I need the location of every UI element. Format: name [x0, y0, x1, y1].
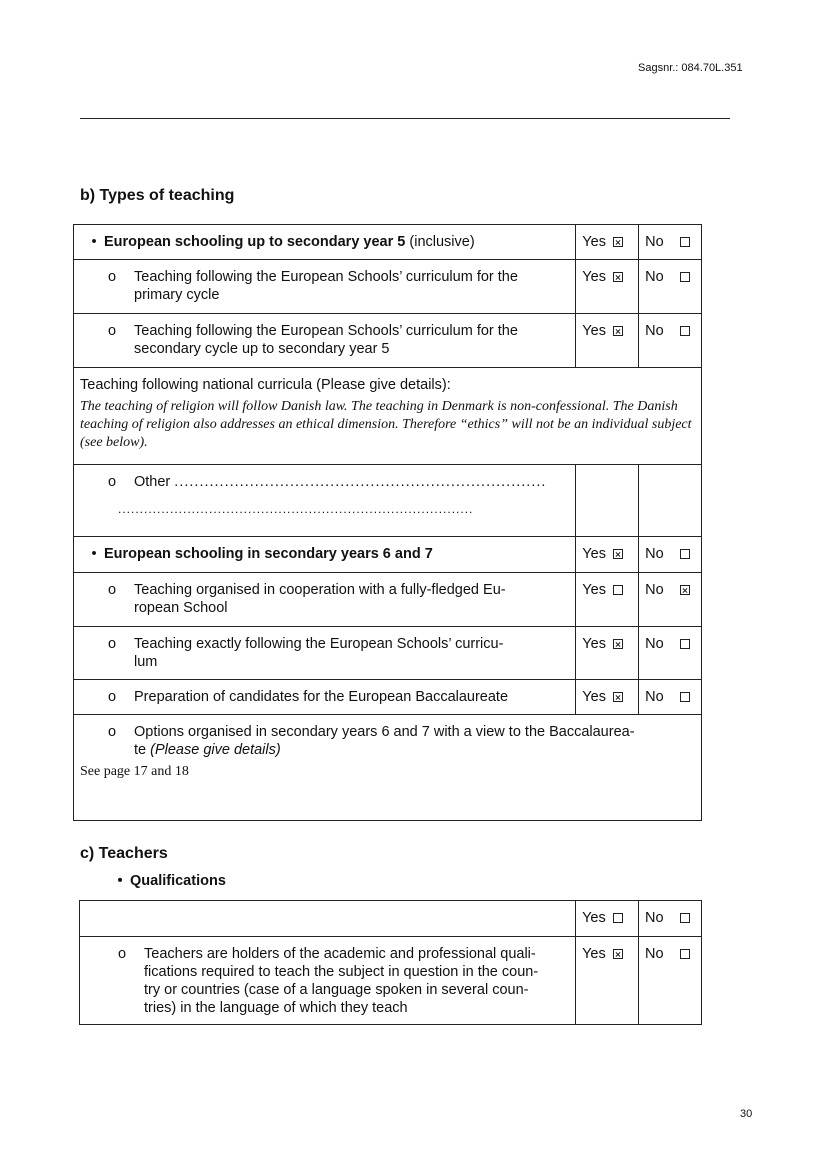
row-text-line-1: Teaching following the European Schools’ curriculum for the: [134, 269, 518, 285]
circle-bullet-icon: o: [108, 582, 117, 598]
row-text-line-1: Teachers are holders of the academic and professional quali-: [144, 946, 536, 962]
yes-label: Yes: [582, 946, 606, 962]
other-fill-line-2: ..................................................................................: [118, 502, 474, 516]
yes-checkbox[interactable]: [613, 326, 623, 336]
no-label: No: [645, 234, 664, 250]
table-row: [74, 260, 702, 314]
row-text-line-1: Teaching following the European Schools’ curriculum for the: [134, 323, 518, 339]
no-label: No: [645, 269, 664, 285]
no-checkbox[interactable]: [680, 692, 690, 702]
no-checkbox[interactable]: [680, 585, 690, 595]
page-number: 30: [740, 1108, 753, 1120]
row-label: European schooling up to secondary year 5: [104, 234, 406, 250]
yes-label: Yes: [582, 234, 606, 250]
table-row: [74, 314, 702, 368]
row-text-line-1: Teaching organised in cooperation with a fully-fledged Eu-: [134, 582, 506, 598]
circle-bullet-icon: o: [108, 724, 117, 740]
no-label: No: [645, 910, 664, 926]
qualifications-label: Qualifications: [130, 873, 226, 889]
national-curricula-label: Teaching following national curricula (Please give details):: [80, 377, 451, 393]
yes-checkbox[interactable]: [613, 913, 623, 923]
yes-checkbox[interactable]: [613, 272, 623, 282]
table-row: [80, 901, 702, 937]
yes-checkbox[interactable]: [613, 692, 623, 702]
qualifications-heading: [110, 873, 226, 889]
yes-label: Yes: [582, 582, 606, 598]
other-fill-line: ..........................................................................: [174, 474, 547, 490]
row-text-line-4: tries) in the language of which they teach: [144, 1000, 408, 1016]
table-row: [80, 937, 702, 1025]
row-text-line-1: Teaching exactly following the European Schools’ curricu-: [134, 636, 504, 652]
bullet-icon: •: [91, 546, 97, 562]
table-row: [74, 715, 702, 821]
no-label: No: [645, 946, 664, 962]
row-text-line-2: te: [134, 742, 151, 758]
yes-label: Yes: [582, 323, 606, 339]
section-c-title: c) Teachers: [80, 845, 168, 862]
table-row: [74, 368, 702, 465]
yes-checkbox[interactable]: [613, 639, 623, 649]
options-note: See page 17 and 18: [80, 764, 189, 779]
no-label: No: [645, 689, 664, 705]
circle-bullet-icon: o: [118, 946, 127, 962]
teachers-table: [79, 900, 702, 1025]
table-row: [74, 680, 702, 715]
types-of-teaching-table: [73, 224, 702, 821]
yes-checkbox[interactable]: [613, 949, 623, 959]
row-text-line-2: primary cycle: [134, 287, 220, 303]
row-text-line-1: Options organised in secondary years 6 and 7 with a view to the Baccalaurea-: [134, 724, 635, 740]
table-row: [74, 465, 702, 537]
row-text-line-2: secondary cycle up to secondary year 5: [134, 341, 390, 357]
no-checkbox[interactable]: [680, 326, 690, 336]
yes-label: Yes: [582, 689, 606, 705]
circle-bullet-icon: o: [108, 689, 117, 705]
no-checkbox[interactable]: [680, 272, 690, 282]
circle-bullet-icon: o: [108, 323, 117, 339]
row-text-line-2: ropean School: [134, 600, 228, 616]
no-checkbox[interactable]: [680, 639, 690, 649]
circle-bullet-icon: o: [108, 636, 117, 652]
circle-bullet-icon: o: [108, 474, 117, 490]
section-b-title: b) Types of teaching: [80, 187, 235, 204]
table-row: [74, 225, 702, 260]
national-curricula-details: The teaching of religion will follow Danish law. The teaching in Denmark is non-confessional. The Danish teaching of religion also addresses an ethical dimension. Therefore “ethics” will not be an individual subject (see below).: [80, 399, 692, 450]
no-checkbox[interactable]: [680, 549, 690, 559]
row-label: European schooling in secondary years 6 and 7: [104, 546, 433, 562]
yes-label: Yes: [582, 546, 606, 562]
no-label: No: [645, 636, 664, 652]
row-text-line-1: Preparation of candidates for the European Baccalaureate: [134, 689, 509, 705]
row-text-line-2: fications required to teach the subject in question in the coun-: [144, 964, 539, 980]
table-row: [74, 627, 702, 680]
row-text-line-2: lum: [134, 654, 158, 670]
row-label-suffix: (inclusive): [405, 234, 475, 250]
yes-checkbox[interactable]: [613, 237, 623, 247]
no-label: No: [645, 546, 664, 562]
case-reference: Sagsnr.: 084.70L.351: [638, 62, 743, 74]
bullet-icon: •: [117, 873, 123, 889]
table-row: [74, 573, 702, 627]
no-label: No: [645, 323, 664, 339]
no-checkbox[interactable]: [680, 237, 690, 247]
no-label: No: [645, 582, 664, 598]
yes-label: Yes: [582, 269, 606, 285]
no-checkbox[interactable]: [680, 913, 690, 923]
yes-label: Yes: [582, 636, 606, 652]
circle-bullet-icon: o: [108, 269, 117, 285]
table-row: [74, 537, 702, 573]
please-give-details: (Please give details): [150, 742, 281, 758]
yes-checkbox[interactable]: [613, 585, 623, 595]
yes-label: Yes: [582, 910, 606, 926]
no-checkbox[interactable]: [680, 949, 690, 959]
other-label: Other: [134, 474, 171, 490]
header-divider: [80, 118, 730, 119]
bullet-icon: •: [91, 234, 97, 250]
yes-checkbox[interactable]: [613, 549, 623, 559]
row-text-line-3: try or countries (case of a language spoken in several coun-: [144, 982, 529, 998]
